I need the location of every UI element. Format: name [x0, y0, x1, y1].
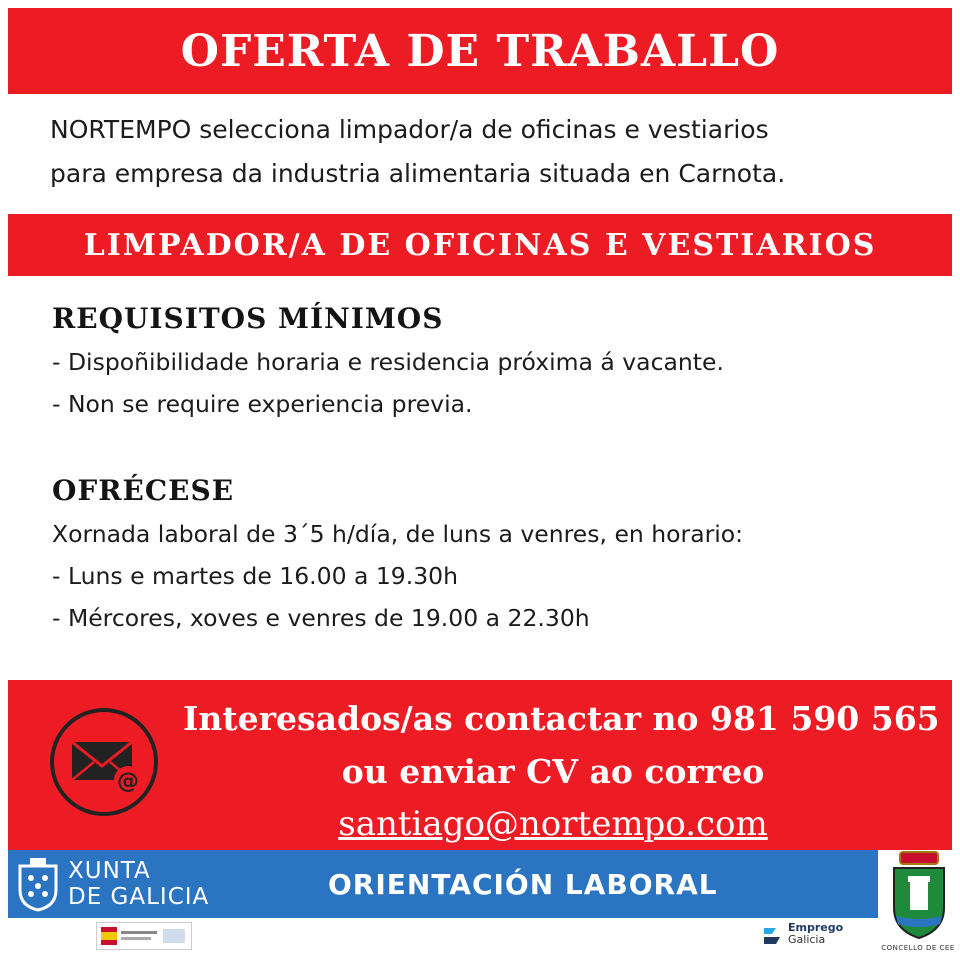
xunta-emblem-icon: [16, 856, 60, 912]
government-logo: [96, 922, 192, 950]
offer-line: - Mércores, xoves e venres de 19.00 a 22.30h: [52, 604, 590, 632]
xunta-label: [68, 858, 209, 910]
concello-crest-icon: [886, 850, 952, 942]
offer-line: - Luns e martes de 16.00 a 19.30h: [52, 562, 459, 590]
xunta-line: XUNTA: [68, 858, 151, 884]
emprego-line: Galicia: [788, 933, 826, 946]
intro-text: [50, 108, 950, 196]
intro-line: NORTEMPO selecciona limpador/a de oficinas e vestiarios: [50, 115, 769, 144]
intro-line: para empresa da industria alimentaria situada en Carnota.: [50, 159, 786, 188]
svg-text:@: @: [117, 769, 139, 794]
emprego-galicia-logo: [762, 922, 852, 948]
requirements-section: [52, 302, 932, 425]
page-title: OFERTA DE TRABALLO: [180, 25, 780, 77]
offer-line: Xornada laboral de 3´5 h/día, de luns a venres, en horario:: [52, 520, 744, 548]
job-title: LIMPADOR/A DE OFICINAS E VESTIARIOS: [83, 227, 877, 263]
title-banner: [8, 8, 952, 94]
concello-label: CONCELLO DE CEE: [881, 944, 955, 952]
requirement-item: - Non se require experiencia previa.: [52, 390, 473, 418]
contact-phone-line: Interesados/as contactar no 981 590 565: [183, 699, 940, 738]
emprego-line: Emprego: [788, 921, 844, 934]
offer-heading: OFRÉCESE: [52, 474, 235, 507]
contact-email-link[interactable]: santiago@nortempo.com: [338, 804, 768, 844]
xunta-line: DE GALICIA: [68, 884, 210, 910]
requirements-heading: REQUISITOS MÍNIMOS: [52, 302, 444, 335]
contact-banner: [8, 680, 952, 850]
footer-banner: [8, 850, 878, 918]
job-banner: [8, 214, 952, 276]
requirement-item: - Dispoñibilidade horaria e residencia próxima á vacante.: [52, 348, 724, 376]
contact-cv-line: ou enviar CV ao correo: [341, 752, 765, 791]
orientation-label: ORIENTACIÓN LABORAL: [328, 868, 718, 901]
envelope-at-icon: [50, 708, 158, 816]
offer-section: [52, 474, 932, 639]
